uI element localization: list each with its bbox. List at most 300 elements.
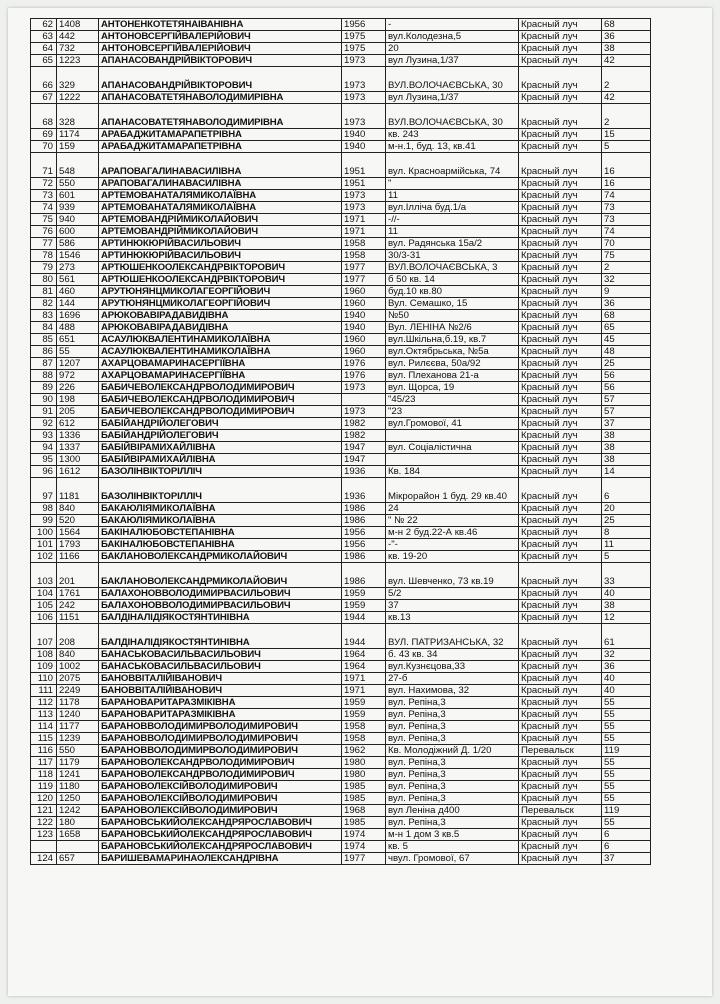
district-code-cell: 74 [602, 190, 651, 202]
birth-year-cell: 1936 [342, 466, 386, 478]
birth-year-cell: 1973 [342, 406, 386, 418]
record-id-cell: 442 [57, 31, 99, 43]
birth-year-cell: 1974 [342, 829, 386, 841]
table-row [31, 55, 651, 67]
city-cell: Красный луч [519, 153, 602, 178]
full-name-cell: БАРАНОВСЬКИЙОЛЕКСАНДРЯРОСЛАВОВИЧ [99, 841, 342, 853]
record-id-cell: 328 [57, 104, 99, 129]
records-table [30, 18, 651, 865]
address-cell: вул. Нахимова, 32 [386, 685, 519, 697]
record-id-cell: 1793 [57, 539, 99, 551]
record-id-cell: 1223 [57, 55, 99, 67]
district-code-cell: 25 [602, 515, 651, 527]
full-name-cell: БАРАНОВСЬКИЙОЛЕКСАНДРЯРОСЛАВОВИЧ [99, 817, 342, 829]
row-number-cell: 110 [31, 673, 57, 685]
district-code-cell: 2 [602, 262, 651, 274]
row-number-cell: 97 [31, 478, 57, 503]
birth-year-cell: 1976 [342, 370, 386, 382]
address-cell: вул. Репіна,3 [386, 721, 519, 733]
address-cell: кв. 19-20 [386, 551, 519, 563]
address-cell: 37 [386, 600, 519, 612]
record-id-cell: 1178 [57, 697, 99, 709]
row-number-cell: 91 [31, 406, 57, 418]
district-code-cell: 55 [602, 757, 651, 769]
row-number-cell: 94 [31, 442, 57, 454]
city-cell: Красный луч [519, 370, 602, 382]
address-cell: вул.Громової, 41 [386, 418, 519, 430]
address-cell: 20 [386, 43, 519, 55]
birth-year-cell: 1986 [342, 515, 386, 527]
table-row [31, 153, 651, 178]
district-code-cell: 73 [602, 202, 651, 214]
city-cell: Красный луч [519, 262, 602, 274]
city-cell: Красный луч [519, 178, 602, 190]
table-row [31, 274, 651, 286]
birth-year-cell: 1959 [342, 588, 386, 600]
birth-year-cell: 1985 [342, 781, 386, 793]
city-cell: Красный луч [519, 104, 602, 129]
table-row [31, 709, 651, 721]
full-name-cell: АРАБАДЖИТАМАРАПЕТРІВНА [99, 141, 342, 153]
city-cell: Красный луч [519, 238, 602, 250]
row-number-cell: 105 [31, 600, 57, 612]
address-cell: ВУЛ.ВОЛОЧАЄВСЬКА, 30 [386, 67, 519, 92]
birth-year-cell: 1973 [342, 382, 386, 394]
district-code-cell: 55 [602, 721, 651, 733]
birth-year-cell: 1956 [342, 527, 386, 539]
row-number-cell: 101 [31, 539, 57, 551]
row-number-cell: 67 [31, 92, 57, 104]
table-row [31, 322, 651, 334]
address-cell: Вул. Семашко, 15 [386, 298, 519, 310]
table-row [31, 781, 651, 793]
table-row [31, 853, 651, 865]
birth-year-cell: 1960 [342, 346, 386, 358]
birth-year-cell: 1947 [342, 442, 386, 454]
city-cell: Красный луч [519, 563, 602, 588]
city-cell: Красный луч [519, 539, 602, 551]
full-name-cell: АРЮКОВАВІРАДАВИДІВНА [99, 322, 342, 334]
district-code-cell: 61 [602, 624, 651, 649]
city-cell: Красный луч [519, 190, 602, 202]
address-cell: вул. Репіна,3 [386, 757, 519, 769]
birth-year-cell: 1980 [342, 769, 386, 781]
table-row [31, 31, 651, 43]
record-id-cell: 159 [57, 141, 99, 153]
table-row [31, 757, 651, 769]
record-id-cell: 1174 [57, 129, 99, 141]
record-id-cell: 1337 [57, 442, 99, 454]
row-number-cell: 119 [31, 781, 57, 793]
city-cell: Красный луч [519, 515, 602, 527]
birth-year-cell: 1971 [342, 226, 386, 238]
row-number-cell: 98 [31, 503, 57, 515]
full-name-cell: АРАПОВАГАЛИНАВАСИЛІВНА [99, 153, 342, 178]
record-id-cell: 840 [57, 649, 99, 661]
birth-year-cell: 1982 [342, 418, 386, 430]
table-row [31, 551, 651, 563]
city-cell: Красный луч [519, 829, 602, 841]
table-row [31, 661, 651, 673]
district-code-cell: 68 [602, 310, 651, 322]
address-cell: Мікрорайон 1 буд. 29 кв.40 [386, 478, 519, 503]
record-id-cell: 1250 [57, 793, 99, 805]
address-cell: -//- [386, 214, 519, 226]
city-cell: Красный луч [519, 286, 602, 298]
address-cell [386, 430, 519, 442]
table-row [31, 478, 651, 503]
records-table-body [31, 19, 651, 865]
district-code-cell: 56 [602, 370, 651, 382]
city-cell: Красный луч [519, 19, 602, 31]
table-row [31, 178, 651, 190]
row-number-cell: 74 [31, 202, 57, 214]
row-number-cell: 112 [31, 697, 57, 709]
record-id-cell: 205 [57, 406, 99, 418]
district-code-cell: 14 [602, 466, 651, 478]
address-cell: 30/3-31 [386, 250, 519, 262]
record-id-cell: 612 [57, 418, 99, 430]
table-row [31, 769, 651, 781]
row-number-cell: 113 [31, 709, 57, 721]
record-id-cell: 226 [57, 382, 99, 394]
row-number-cell: 87 [31, 358, 57, 370]
address-cell: " № 22 [386, 515, 519, 527]
table-row [31, 527, 651, 539]
city-cell: Красный луч [519, 781, 602, 793]
record-id-cell: 208 [57, 624, 99, 649]
address-cell: Вул. ЛЕНІНА №2/6 [386, 322, 519, 334]
record-id-cell: 1336 [57, 430, 99, 442]
city-cell: Красный луч [519, 418, 602, 430]
birth-year-cell: 1971 [342, 673, 386, 685]
full-name-cell: БАКЛАНОВОЛЕКСАНДРМИКОЛАЙОВИЧ [99, 563, 342, 588]
table-row [31, 829, 651, 841]
record-id-cell: 242 [57, 600, 99, 612]
birth-year-cell: 1973 [342, 202, 386, 214]
row-number-cell: 64 [31, 43, 57, 55]
address-cell: буд.10 кв.80 [386, 286, 519, 298]
row-number-cell: 72 [31, 178, 57, 190]
record-id-cell: 180 [57, 817, 99, 829]
row-number-cell: 70 [31, 141, 57, 153]
city-cell: Красный луч [519, 624, 602, 649]
full-name-cell: АРТЕМОВАНАТАЛЯМИКОЛАЇВНА [99, 202, 342, 214]
address-cell: вул.Кузнєцова,33 [386, 661, 519, 673]
table-row [31, 334, 651, 346]
row-number-cell: 80 [31, 274, 57, 286]
record-id-cell: 1207 [57, 358, 99, 370]
city-cell: Красный луч [519, 649, 602, 661]
record-id-cell: 1761 [57, 588, 99, 600]
record-id-cell: 561 [57, 274, 99, 286]
table-row [31, 624, 651, 649]
district-code-cell: 36 [602, 298, 651, 310]
address-cell: "23 [386, 406, 519, 418]
table-row [31, 673, 651, 685]
district-code-cell: 38 [602, 454, 651, 466]
birth-year-cell: 1962 [342, 745, 386, 757]
city-cell: Красный луч [519, 673, 602, 685]
birth-year-cell: 1973 [342, 92, 386, 104]
address-cell: вул. Плеханова 21-а [386, 370, 519, 382]
district-code-cell: 6 [602, 829, 651, 841]
address-cell: вул. Щорса, 19 [386, 382, 519, 394]
city-cell: Красный луч [519, 697, 602, 709]
table-row [31, 430, 651, 442]
birth-year-cell: 1976 [342, 358, 386, 370]
address-cell: 24 [386, 503, 519, 515]
birth-year-cell: 1977 [342, 262, 386, 274]
city-cell: Красный луч [519, 769, 602, 781]
birth-year-cell: 1971 [342, 214, 386, 226]
row-number-cell: 95 [31, 454, 57, 466]
row-number-cell: 82 [31, 298, 57, 310]
row-number-cell: 92 [31, 418, 57, 430]
record-id-cell: 55 [57, 346, 99, 358]
record-id-cell: 1612 [57, 466, 99, 478]
row-number-cell: 62 [31, 19, 57, 31]
address-cell: вул. Репіна,3 [386, 817, 519, 829]
row-number-cell: 63 [31, 31, 57, 43]
district-code-cell: 38 [602, 430, 651, 442]
address-cell: вул. Репіна,3 [386, 769, 519, 781]
table-row [31, 104, 651, 129]
address-cell: вул.Колодезна,5 [386, 31, 519, 43]
birth-year-cell: 1985 [342, 817, 386, 829]
address-cell: Кв. Молодіжний Д. 1/20 [386, 745, 519, 757]
district-code-cell: 42 [602, 55, 651, 67]
row-number-cell: 120 [31, 793, 57, 805]
row-number-cell: 93 [31, 430, 57, 442]
district-code-cell: 8 [602, 527, 651, 539]
district-code-cell: 68 [602, 19, 651, 31]
table-row [31, 43, 651, 55]
city-cell: Красный луч [519, 600, 602, 612]
birth-year-cell [342, 394, 386, 406]
address-cell: 5/2 [386, 588, 519, 600]
full-name-cell: БАБИЧЕВОЛЕКСАНДРВОЛОДИМИРОВИЧ [99, 382, 342, 394]
table-row [31, 817, 651, 829]
address-cell: вул. Рилєєва, 50а/92 [386, 358, 519, 370]
full-name-cell: БАРАНОВАРИТАРАЗМІКІВНА [99, 697, 342, 709]
birth-year-cell: 1977 [342, 274, 386, 286]
row-number-cell: 65 [31, 55, 57, 67]
full-name-cell: АХАРЦОВАМАРИНАСЕРГІЇВНА [99, 358, 342, 370]
district-code-cell: 65 [602, 322, 651, 334]
address-cell: вул.Ілліча буд.1/а [386, 202, 519, 214]
address-cell: вул Лузина,1/37 [386, 92, 519, 104]
full-name-cell: БАЛАХОНОВВОЛОДИМИРВАСИЛЬОВИЧ [99, 588, 342, 600]
city-cell: Красный луч [519, 612, 602, 624]
full-name-cell: АСАУЛЮКВАЛЕНТИНАМИКОЛАЇВНА [99, 334, 342, 346]
city-cell: Перевальск [519, 805, 602, 817]
full-name-cell: БАКЛАНОВОЛЕКСАНДРМИКОЛАЙОВИЧ [99, 551, 342, 563]
record-id-cell: 940 [57, 214, 99, 226]
full-name-cell: АСАУЛЮКВАЛЕНТИНАМИКОЛАЇВНА [99, 346, 342, 358]
district-code-cell: 6 [602, 478, 651, 503]
row-number-cell: 99 [31, 515, 57, 527]
table-row [31, 406, 651, 418]
district-code-cell: 25 [602, 358, 651, 370]
table-row [31, 685, 651, 697]
district-code-cell: 38 [602, 442, 651, 454]
record-id-cell: 1239 [57, 733, 99, 745]
address-cell: вул.Шкільна,б.19, кв.7 [386, 334, 519, 346]
district-code-cell: 16 [602, 178, 651, 190]
district-code-cell: 73 [602, 214, 651, 226]
district-code-cell: 2 [602, 104, 651, 129]
city-cell: Красный луч [519, 466, 602, 478]
full-name-cell: БАНОВВІТАЛІЙІВАНОВИЧ [99, 685, 342, 697]
table-row [31, 418, 651, 430]
row-number-cell: 79 [31, 262, 57, 274]
row-number-cell: 106 [31, 612, 57, 624]
full-name-cell: БАБІЙАНДРІЙОЛЕГОВИЧ [99, 418, 342, 430]
city-cell: Красный луч [519, 67, 602, 92]
record-id-cell: 651 [57, 334, 99, 346]
row-number-cell: 77 [31, 238, 57, 250]
district-code-cell: 38 [602, 600, 651, 612]
table-row [31, 19, 651, 31]
birth-year-cell: 1964 [342, 661, 386, 673]
record-id-cell [57, 841, 99, 853]
full-name-cell: АНТОНОВСЕРГІЙВАЛЕРІЙОВИЧ [99, 43, 342, 55]
birth-year-cell: 1960 [342, 286, 386, 298]
city-cell: Красный луч [519, 503, 602, 515]
full-name-cell: БАКІНАЛЮБОВСТЕПАНІВНА [99, 527, 342, 539]
city-cell: Красный луч [519, 394, 602, 406]
birth-year-cell: 1986 [342, 551, 386, 563]
address-cell: вул. Репіна,3 [386, 781, 519, 793]
record-id-cell: 1222 [57, 92, 99, 104]
district-code-cell: 75 [602, 250, 651, 262]
city-cell: Красный луч [519, 841, 602, 853]
district-code-cell: 55 [602, 709, 651, 721]
city-cell: Красный луч [519, 298, 602, 310]
birth-year-cell: 1982 [342, 430, 386, 442]
city-cell: Красный луч [519, 551, 602, 563]
birth-year-cell: 1960 [342, 298, 386, 310]
row-number-cell: 68 [31, 104, 57, 129]
city-cell: Красный луч [519, 310, 602, 322]
row-number-cell: 121 [31, 805, 57, 817]
table-row [31, 600, 651, 612]
full-name-cell: БАРАНОВОЛЕКСІЙВОЛОДИМИРОВИЧ [99, 805, 342, 817]
address-cell: " [386, 178, 519, 190]
district-code-cell: 57 [602, 406, 651, 418]
city-cell: Красный луч [519, 853, 602, 865]
full-name-cell: БАКАЮЛІЯМИКОЛАЇВНА [99, 503, 342, 515]
document-page [8, 8, 712, 996]
full-name-cell: АРЮКОВАВІРАДАВИДІВНА [99, 310, 342, 322]
full-name-cell: АПАНАСОВАТЕТЯНАВОЛОДИМИРІВНА [99, 104, 342, 129]
record-id-cell: 1151 [57, 612, 99, 624]
full-name-cell: АРУТЮНЯНЦМИКОЛАГЕОРГІЙОВИЧ [99, 298, 342, 310]
table-row [31, 92, 651, 104]
address-cell: вул Леніна д400 [386, 805, 519, 817]
full-name-cell: БАЛАХОНОВВОЛОДИМИРВАСИЛЬОВИЧ [99, 600, 342, 612]
city-cell: Красный луч [519, 31, 602, 43]
table-row [31, 539, 651, 551]
record-id-cell: 1181 [57, 478, 99, 503]
address-cell: ВУЛ. ПАТРИЗАНСЬКА, 32 [386, 624, 519, 649]
record-id-cell: 1408 [57, 19, 99, 31]
record-id-cell: 840 [57, 503, 99, 515]
city-cell: Перевальск [519, 745, 602, 757]
record-id-cell: 1179 [57, 757, 99, 769]
city-cell: Красный луч [519, 588, 602, 600]
record-id-cell: 732 [57, 43, 99, 55]
city-cell: Красный луч [519, 202, 602, 214]
city-cell: Красный луч [519, 382, 602, 394]
city-cell: Красный луч [519, 250, 602, 262]
full-name-cell: АРТИНЮКЮРІЙВАСИЛЬОВИЧ [99, 250, 342, 262]
district-code-cell: 45 [602, 334, 651, 346]
city-cell: Красный луч [519, 661, 602, 673]
birth-year-cell: 1936 [342, 478, 386, 503]
record-id-cell: 1180 [57, 781, 99, 793]
birth-year-cell: 1974 [342, 841, 386, 853]
full-name-cell: БАБИЧЕВОЛЕКСАНДРВОЛОДИМИРОВИЧ [99, 406, 342, 418]
district-code-cell: 38 [602, 43, 651, 55]
district-code-cell: 11 [602, 539, 651, 551]
table-row [31, 238, 651, 250]
full-name-cell: БАРАНОВАРИТАРАЗМІКІВНА [99, 709, 342, 721]
district-code-cell: 2 [602, 67, 651, 92]
birth-year-cell: 1980 [342, 757, 386, 769]
city-cell: Красный луч [519, 442, 602, 454]
address-cell: 11 [386, 190, 519, 202]
address-cell: б 50 кв. 14 [386, 274, 519, 286]
district-code-cell: 40 [602, 588, 651, 600]
birth-year-cell: 1975 [342, 31, 386, 43]
row-number-cell: 71 [31, 153, 57, 178]
full-name-cell: АПАНАСОВАТЕТЯНАВОЛОДИМИРІВНА [99, 92, 342, 104]
table-row [31, 67, 651, 92]
address-cell: вул. Репіна,3 [386, 709, 519, 721]
record-id-cell: 550 [57, 178, 99, 190]
birth-year-cell: 1958 [342, 250, 386, 262]
table-row [31, 214, 651, 226]
birth-year-cell: 1958 [342, 733, 386, 745]
city-cell: Красный луч [519, 334, 602, 346]
row-number-cell: 111 [31, 685, 57, 697]
birth-year-cell: 1959 [342, 709, 386, 721]
full-name-cell: БАРАНОВСЬКИЙОЛЕКСАНДРЯРОСЛАВОВИЧ [99, 829, 342, 841]
city-cell: Красный луч [519, 527, 602, 539]
full-name-cell: АРТЮШЕНКООЛЕКСАНДРВІКТОРОВИЧ [99, 262, 342, 274]
table-row [31, 841, 651, 853]
record-id-cell: 1546 [57, 250, 99, 262]
address-cell: б. 43 кв. 34 [386, 649, 519, 661]
address-cell: "45/23 [386, 394, 519, 406]
birth-year-cell: 1956 [342, 539, 386, 551]
full-name-cell: БАЛДІНАЛІДІЯКОСТЯНТИНІВНА [99, 612, 342, 624]
record-id-cell: 657 [57, 853, 99, 865]
address-cell: вул Лузина,1/37 [386, 55, 519, 67]
row-number-cell: 109 [31, 661, 57, 673]
full-name-cell: АНТОНЕНКОТЕТЯНАІВАНІВНА [99, 19, 342, 31]
row-number-cell: 66 [31, 67, 57, 92]
birth-year-cell: 1951 [342, 153, 386, 178]
table-row [31, 190, 651, 202]
row-number-cell [31, 841, 57, 853]
row-number-cell: 88 [31, 370, 57, 382]
address-cell: №50 [386, 310, 519, 322]
city-cell: Красный луч [519, 709, 602, 721]
record-id-cell: 939 [57, 202, 99, 214]
